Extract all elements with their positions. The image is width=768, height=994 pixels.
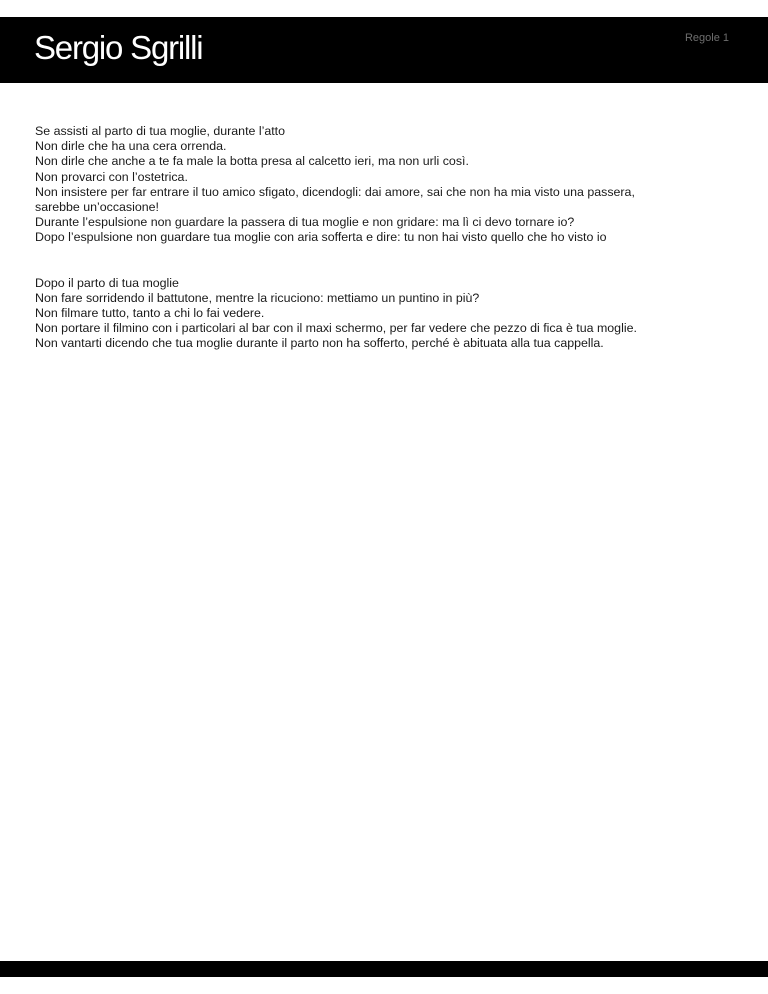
text-line: Non filmare tutto, tanto a chi lo fai vedere. [35, 306, 265, 321]
paragraph-during-birth [35, 124, 735, 246]
text-line: Durante l’espulsione non guardare la passera di tua moglie e non gridare: ma lì ci devo tornare io? [35, 215, 575, 230]
section-label: Regole 1 [684, 32, 729, 44]
text-line: Dopo il parto di tua moglie [35, 275, 179, 290]
text-line: Dopo l’espulsione non guardare tua moglie con aria sofferta e dire: tu non hai visto quello che ho visto io [35, 230, 607, 245]
footer-band [0, 961, 768, 977]
text-line: Non insistere per far entrare il tuo amico sfigato, dicendogli: dai amore, sai che non ha mia visto una passera, [35, 184, 635, 199]
header-band [0, 17, 768, 83]
text-line: Non dirle che anche a te fa male la botta presa al calcetto ieri, ma non urli così. [35, 154, 469, 169]
text-line: Non provarci con l’ostetrica. [35, 169, 188, 184]
text-line: Non dirle che ha una cera orrenda. [35, 139, 227, 154]
text-line: Non fare sorridendo il battutone, mentre la ricuciono: mettiamo un puntino in più? [35, 290, 480, 305]
paragraph-after-birth [35, 276, 735, 352]
text-line: Non portare il filmino con i particolari al bar con il maxi schermo, per far vedere che pezzo di fica è tua moglie. [35, 321, 637, 336]
document-body [35, 124, 735, 352]
text-line: Se assisti al parto di tua moglie, durante l’atto [35, 124, 286, 138]
page-title: Sergio Sgrilli [34, 29, 203, 66]
text-line: sarebbe un’occasione! [35, 200, 159, 215]
text-line: Non vantarti dicendo che tua moglie durante il parto non ha sofferto, perché è abituata alla tua cappella. [35, 336, 604, 351]
